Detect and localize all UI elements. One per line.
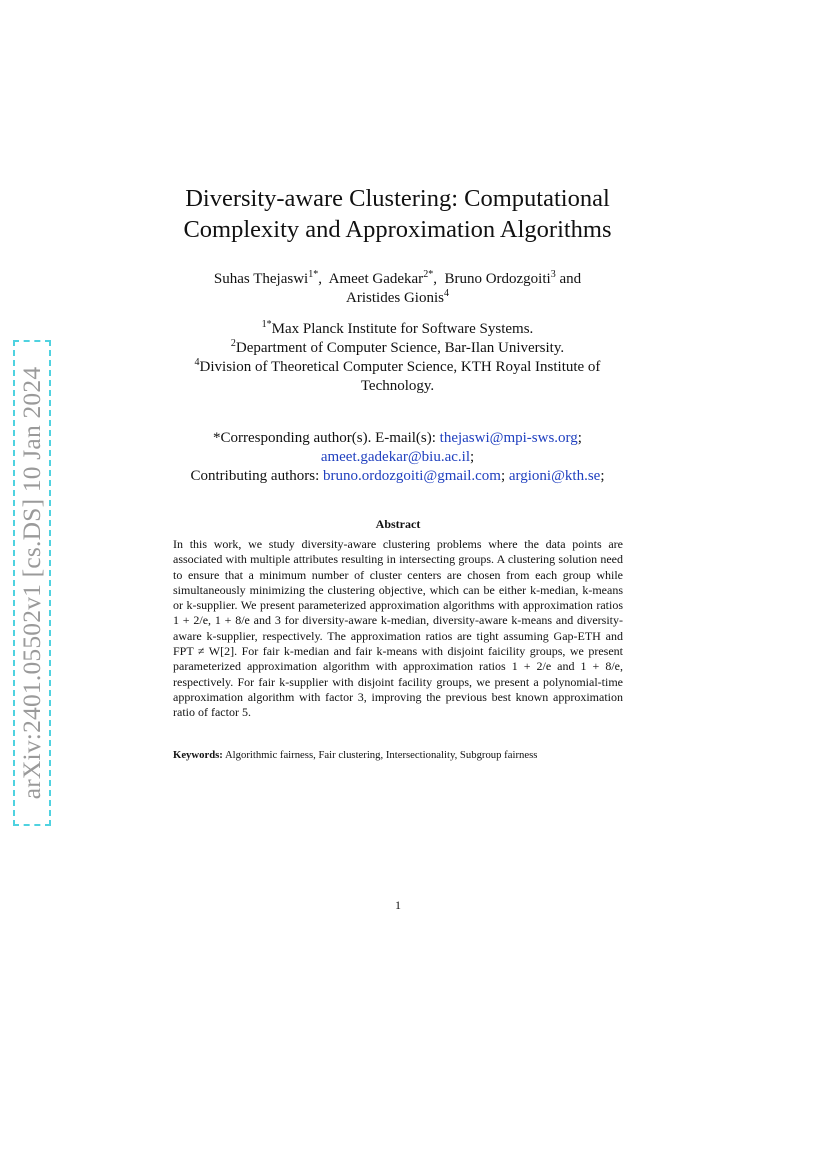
author-1: Suhas Thejaswi (213, 271, 309, 287)
affiliations (165, 320, 630, 396)
abstract-text: In this work, we study diversity-aware clustering problems where the data points are associated with multiple attributes resulting in intersecting groups. A clustering solution need to ensure that a minimum number of cluster centers are chosen from each group while simultaneously minimizing the clustering objective, which can be either k-median, k-means or k-supplier. We present parameterized approximation algorithms with approximation ratios 1 + 2/e, 1 + 8/e and 3 for diversity-aware k-median, diversity-aware k-means and diversity-aware k-supplier, respectively. The approximation ratios are tight assuming Gap-ETH and FPT ≠ W[2]. For fair k-median and fair k-means with disjoint faicility groups, we present parameterized approximation algorithm with approximation ratios 1 + 2/e and 1 + 8/e, respectively. For fair k-supplier with disjoint facility groups, we present a polynomial-time approximation algorithm with factor 3, improving the previous best known approximation ratio of factor 5. (173, 537, 623, 720)
page-number: 1 (395, 898, 401, 912)
title-line-2: Complexity and Approximation Algorithms (183, 216, 612, 243)
corresponding-label: *Corresponding author(s). E-mail(s): (213, 430, 436, 446)
arxiv-stamp (13, 340, 51, 826)
affiliation-1: $^{1*}$Max Planck Institute for Software Systems. (261, 319, 534, 337)
arxiv-id: arXiv:2401.05502v1 [cs.DS] 10 Jan 2024 (17, 366, 46, 800)
affiliation-4-cont: Technology. (360, 378, 435, 394)
author-conjunction: and (559, 271, 582, 287)
keywords-label: Keywords: (173, 749, 223, 761)
author-4-affil: 4 (443, 288, 449, 299)
title-line-1: Diversity-aware Clustering: Computational (185, 185, 610, 212)
keywords-list: Algorithmic fairness, Fair clustering, Intersectionality, Subgroup fairness (224, 749, 538, 761)
paper-title (140, 183, 655, 245)
abstract-heading: Abstract (375, 517, 421, 531)
author-2-affil: 2* (423, 269, 434, 280)
contributing-label: Contributing authors: (190, 468, 320, 484)
author-4: Aristides Gionis (346, 290, 444, 306)
author-2: Ameet Gadekar (328, 271, 424, 287)
author-3-affil: 3 (550, 269, 556, 280)
author-1-affil: 1* (308, 269, 319, 280)
email-link-thejaswi[interactable]: thejaswi@mpi-sws.org (439, 430, 578, 446)
author-3: Bruno Ordozgoiti (444, 271, 551, 287)
author-list: Suhas Thejaswi$^{1*}$, Ameet Gadekar$^{2*}$, Bruno Ordozgoiti$^3$ and Aristides Gionis$^4$ (213, 269, 582, 306)
email-link-gadekar[interactable]: ameet.gadekar@biu.ac.il (320, 449, 470, 465)
email-link-ordozgoiti[interactable]: bruno.ordozgoiti@gmail.com (323, 468, 501, 484)
keywords (173, 749, 628, 761)
correspondence: *Corresponding author(s). E-mail(s): thejaswi@mpi-sws.org; ameet.gadekar@biu.ac.il; Contributing authors: bruno.ordozgoiti@gmail.com; argioni@kth.se; (190, 430, 605, 484)
affiliation-2: $^2$Department of Computer Science, Bar-Ilan University. (230, 338, 565, 356)
affiliation-4: $^4$Division of Theoretical Computer Science, KTH Royal Institute of (194, 357, 601, 375)
email-link-gionis[interactable]: argioni@kth.se (508, 468, 601, 484)
